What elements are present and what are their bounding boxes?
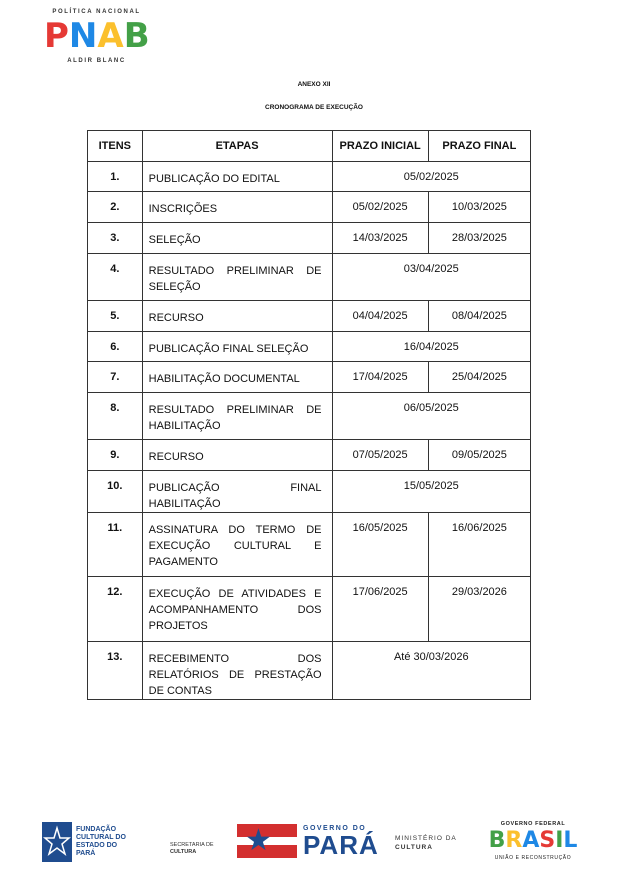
prazo-merged-cell: 15/05/2025 bbox=[332, 471, 531, 513]
item-number: 12. bbox=[88, 577, 143, 642]
minc-line2: CULTURA bbox=[395, 844, 433, 851]
table-row bbox=[88, 223, 531, 254]
prazo-merged-cell: 16/04/2025 bbox=[332, 332, 531, 362]
item-number: 8. bbox=[88, 393, 143, 440]
secult-label bbox=[170, 842, 214, 856]
table-row bbox=[88, 254, 531, 301]
etapa-cell: RECEBIMENTO DOS RELATÓRIOS DE PRESTAÇÃO DE CONTAS bbox=[142, 642, 332, 700]
table-row bbox=[88, 642, 531, 700]
governo-para-logo bbox=[237, 824, 379, 858]
item-number: 3. bbox=[88, 223, 143, 254]
prazo-final-cell: 29/03/2026 bbox=[428, 577, 530, 642]
table-header-row bbox=[88, 131, 531, 162]
minc-line1: MINISTÉRIO DA bbox=[395, 835, 457, 842]
table-row bbox=[88, 577, 531, 642]
fcp-star-icon bbox=[42, 822, 72, 862]
prazo-final-cell: 16/06/2025 bbox=[428, 513, 530, 577]
pnab-logo bbox=[44, 9, 149, 73]
etapa-cell: RECURSO bbox=[142, 301, 332, 332]
etapa-cell: INSCRIÇÕES bbox=[142, 192, 332, 223]
prazo-final-cell: 25/04/2025 bbox=[428, 362, 530, 393]
item-number: 1. bbox=[88, 162, 143, 192]
prazo-inicial-cell: 17/04/2025 bbox=[332, 362, 428, 393]
gov-top: GOVERNO FEDERAL bbox=[500, 821, 566, 827]
brasil-letter: S bbox=[539, 828, 556, 853]
table-row bbox=[88, 471, 531, 513]
table-row bbox=[88, 192, 531, 223]
logo-top-text: POLÍTICA NACIONAL bbox=[52, 9, 141, 15]
prazo-inicial-cell: 05/02/2025 bbox=[332, 192, 428, 223]
brasil-letter: R bbox=[505, 828, 523, 853]
etapa-cell: PUBLICAÇÃO DO EDITAL bbox=[142, 162, 332, 192]
table-row bbox=[88, 362, 531, 393]
item-number: 13. bbox=[88, 642, 143, 700]
governo-federal-logo bbox=[478, 821, 588, 861]
fcp-line: CULTURAL DO bbox=[76, 834, 126, 841]
document-title: CRONOGRAMA DE EXECUÇÃO bbox=[265, 104, 363, 111]
prazo-merged-cell: Até 30/03/2026 bbox=[332, 642, 531, 700]
item-number: 10. bbox=[88, 471, 143, 513]
header-prazo-final: PRAZO FINAL bbox=[428, 131, 530, 162]
secult-line2: CULTURA bbox=[170, 849, 197, 855]
etapa-cell: RECURSO bbox=[142, 440, 332, 471]
table-row bbox=[88, 301, 531, 332]
table-row bbox=[88, 440, 531, 471]
logo-letter: A bbox=[97, 16, 124, 56]
etapa-cell: EXECUÇÃO DE ATIVIDADES E ACOMPANHAMENTO DOS PROJETOS bbox=[142, 577, 332, 642]
minc-label bbox=[395, 834, 457, 852]
item-number: 7. bbox=[88, 362, 143, 393]
etapa-cell: HABILITAÇÃO DOCUMENTAL bbox=[142, 362, 332, 393]
logo-wordmark bbox=[44, 16, 149, 56]
table-row bbox=[88, 332, 531, 362]
prazo-final-cell: 08/04/2025 bbox=[428, 301, 530, 332]
item-number: 9. bbox=[88, 440, 143, 471]
header-prazo-inicial: PRAZO INICIAL bbox=[332, 131, 428, 162]
item-number: 6. bbox=[88, 332, 143, 362]
para-big: PARÁ bbox=[303, 829, 379, 860]
para-small: GOVERNO DO bbox=[303, 824, 367, 832]
schedule-table bbox=[87, 130, 531, 700]
prazo-inicial-cell: 07/05/2025 bbox=[332, 440, 428, 471]
para-flag-icon: ★ bbox=[237, 824, 297, 858]
item-number: 4. bbox=[88, 254, 143, 301]
prazo-inicial-cell: 04/04/2025 bbox=[332, 301, 428, 332]
prazo-inicial-cell: 17/06/2025 bbox=[332, 577, 428, 642]
item-number: 5. bbox=[88, 301, 143, 332]
prazo-final-cell: 10/03/2025 bbox=[428, 192, 530, 223]
fcp-logo bbox=[42, 822, 156, 862]
para-text bbox=[303, 825, 379, 858]
prazo-inicial-cell: 16/05/2025 bbox=[332, 513, 428, 577]
prazo-merged-cell: 03/04/2025 bbox=[332, 254, 531, 301]
etapa-cell: PUBLICAÇÃO FINAL HABILITAÇÃO bbox=[142, 471, 332, 513]
header-etapas: ETAPAS bbox=[142, 131, 332, 162]
fcp-text bbox=[76, 826, 156, 858]
logo-bottom-text: ALDIR BLANC bbox=[67, 58, 126, 64]
fcp-line: PARÁ bbox=[76, 850, 96, 857]
prazo-merged-cell: 06/05/2025 bbox=[332, 393, 531, 440]
item-number: 2. bbox=[88, 192, 143, 223]
brasil-letter: B bbox=[488, 828, 506, 853]
etapa-cell: ASSINATURA DO TERMO DE EXECUÇÃO CULTURAL E PAGAMENTO bbox=[142, 513, 332, 577]
logo-letter: N bbox=[68, 16, 98, 56]
annex-label: ANEXO XII bbox=[297, 81, 331, 88]
logo-letter: B bbox=[123, 16, 150, 56]
item-number: 11. bbox=[88, 513, 143, 577]
etapa-cell: RESULTADO PRELIMINAR DE HABILITAÇÃO bbox=[142, 393, 332, 440]
brasil-letter: A bbox=[522, 828, 540, 853]
table-row bbox=[88, 162, 531, 192]
prazo-final-cell: 09/05/2025 bbox=[428, 440, 530, 471]
table-row bbox=[88, 513, 531, 577]
etapa-cell: PUBLICAÇÃO FINAL SELEÇÃO bbox=[142, 332, 332, 362]
fcp-line: FUNDAÇÃO bbox=[76, 826, 117, 833]
brasil-letter: L bbox=[563, 828, 578, 853]
prazo-inicial-cell: 14/03/2025 bbox=[332, 223, 428, 254]
secult-line1: SECRETARIA DE bbox=[170, 842, 214, 848]
header-itens: ITENS bbox=[88, 131, 143, 162]
prazo-merged-cell: 05/02/2025 bbox=[332, 162, 531, 192]
brasil-letter: I bbox=[555, 828, 564, 853]
brasil-wordmark bbox=[478, 828, 588, 854]
gov-bottom: UNIÃO E RECONSTRUÇÃO bbox=[494, 855, 572, 861]
table-row bbox=[88, 393, 531, 440]
fcp-line: ESTADO DO bbox=[76, 842, 118, 849]
etapa-cell: SELEÇÃO bbox=[142, 223, 332, 254]
logo-letter: P bbox=[44, 16, 69, 56]
prazo-final-cell: 28/03/2025 bbox=[428, 223, 530, 254]
etapa-cell: RESULTADO PRELIMINAR DE SELEÇÃO bbox=[142, 254, 332, 301]
